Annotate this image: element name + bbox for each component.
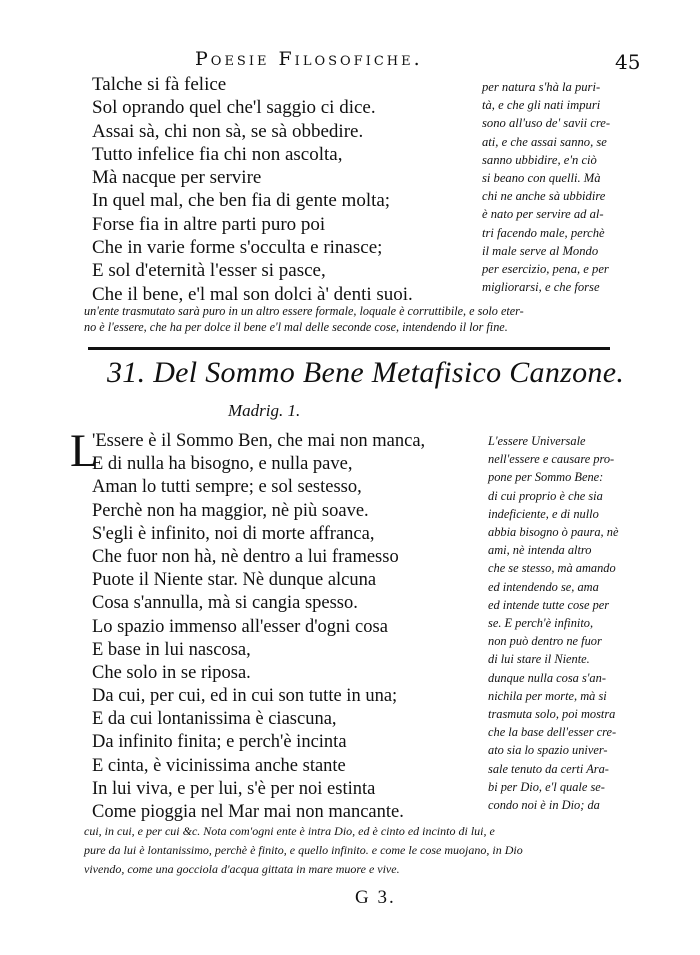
gloss-line: tà, e che gli nati impuri: [482, 98, 601, 113]
gloss-line: di lui stare il Niente.: [488, 652, 590, 667]
gloss-line: sanno ubbidire, e'n ciò: [482, 152, 597, 167]
verse-line: Che solo in se riposa.: [92, 662, 251, 683]
gloss-line: sale tenuto da certi Ara-: [488, 761, 609, 776]
gloss-line: che la base dell'esser cre-: [488, 725, 617, 740]
gloss-line: il male serve al Mondo: [482, 243, 599, 258]
poem-main: [92, 430, 425, 824]
verse-line: Sol oprando quel che'l saggio ci dice.: [92, 97, 376, 119]
gloss-line: ami, nè intenda altro: [488, 543, 592, 558]
gloss-line: è nato per servire ad al-: [482, 207, 604, 222]
gloss-line: di cui proprio è che sia: [488, 488, 603, 503]
gloss-line: che se stesso, mà amando: [488, 561, 616, 576]
verse-line: Puote il Niente star. Nè dunque alcuna: [92, 570, 377, 591]
gloss-line: sono all'uso de' savii cre-: [482, 116, 611, 131]
footnote-line: un'ente trasmutato sarà puro in un altro essere formale, loquale è corruttibile, e solo eter-: [84, 304, 524, 318]
signature-mark: G 3.: [355, 887, 396, 908]
footnote-main: [84, 822, 523, 879]
verse-line: Come pioggia nel Mar mai non mancante.: [92, 802, 404, 822]
footnote-line: no è l'essere, che ha per dolce il bene e'l mal delle seconde cose, intendendo il lor fine.: [84, 320, 508, 335]
section-divider: [88, 347, 610, 350]
verse-line: In lui viva, e per lui, s'è per noi estinta: [92, 778, 376, 799]
verse-line: Da cui, per cui, ed in cui son tutte in una;: [92, 686, 398, 707]
gloss-line: dunque nulla cosa s'an-: [488, 670, 606, 685]
verse-line: Forse fia in altre parti puro poi: [92, 213, 326, 235]
footnote-top: [84, 303, 524, 336]
poem-top: [92, 73, 413, 306]
gloss-line: condo noi è in Dio; da: [488, 798, 600, 813]
running-head: Poesie Filosofiche.: [195, 48, 423, 70]
gloss-line: si beano con quelli. Mà: [482, 171, 601, 186]
gloss-line: ato sia lo spazio univer-: [488, 743, 608, 758]
footnote-line: cui, in cui, e per cui &c. Nota com'ogni ente è intra Dio, ed è cinto ed incinto di lui, e: [84, 824, 495, 838]
gloss-line: ed intende tutte cose per: [488, 597, 610, 612]
verse-line: Tutto infelice fia chi non ascolta,: [92, 143, 343, 165]
gloss-line: trasmuta solo, poi mostra: [488, 707, 616, 722]
footnote-line: pure da lui è lontanissimo, perchè è finito, e quello infinito. e come le cose muojano, in Dio: [84, 843, 523, 857]
section-title: 31. Del Sommo Bene Metafisico Canzone.: [107, 356, 625, 389]
gloss-line: nichila per morte, mà si: [488, 688, 607, 703]
verse-line: E da cui lontanissima è ciascuna,: [92, 709, 337, 730]
verse-line: Aman lo tutti sempre; e sol sestesso,: [92, 477, 362, 498]
verse-line: Perchè non ha maggior, nè più soave.: [92, 500, 369, 521]
gloss-line: abbia bisogno ò paura, nè: [488, 525, 619, 540]
verse-line: E cinta, è vicinissima anche stante: [92, 755, 346, 776]
gloss-line: nell'essere e causare pro-: [488, 452, 615, 467]
gloss-line: per esercizio, pena, e per: [482, 262, 609, 277]
gloss-line: chi ne anche sà ubbidire: [482, 189, 606, 204]
verse-line: Mà nacque per servire: [92, 167, 262, 189]
verse-line: 'Essere è il Sommo Ben, che mai non manca,: [92, 431, 426, 451]
gloss-line: tri facendo male, perchè: [482, 225, 605, 240]
margin-gloss-main: [488, 432, 618, 814]
verse-line: Assai sà, chi non sà, se sà obbedire.: [92, 120, 364, 142]
gloss-line: se. E perch'è infinito,: [488, 616, 594, 631]
gloss-line: ati, e che assai sanno, se: [482, 134, 607, 149]
gloss-line: non può dentro ne fuor: [488, 634, 602, 649]
verse-line: Che fuor non hà, nè dentro a lui framesso: [92, 546, 399, 567]
page-number: 45: [615, 50, 641, 74]
gloss-line: pone per Sommo Bene:: [488, 470, 604, 485]
gloss-line: ed intendendo se, ama: [488, 579, 599, 594]
verse-line: Talche si fà felice: [92, 74, 227, 95]
verse-line: E sol d'eternità l'esser si pasce,: [92, 260, 326, 282]
verse-line: Da infinito finita; e perch'è incinta: [92, 732, 347, 753]
verse-line: E base in lui nascosa,: [92, 639, 251, 660]
drop-cap: L: [70, 425, 99, 477]
verse-line: In quel mal, che ben fia di gente molta;: [92, 190, 391, 212]
footnote-line: vivendo, come una gocciola d'acqua gittata in mare muore e vive.: [84, 862, 400, 876]
verse-line: Cosa s'annulla, mà si cangia spesso.: [92, 593, 358, 614]
verse-line: S'egli è infinito, noi di morte affranca,: [92, 523, 375, 544]
gloss-line: bi per Dio, e'l quale se-: [488, 779, 605, 794]
verse-line: Che in varie forme s'occulta e rinasce;: [92, 237, 383, 259]
gloss-line: migliorarsi, e che forse: [482, 280, 600, 295]
verse-line: Lo spazio immenso all'esser d'ogni cosa: [92, 616, 388, 637]
verse-line: E di nulla ha bisogno, e nulla pave,: [92, 454, 353, 475]
margin-gloss-top: [482, 78, 610, 296]
gloss-line: per natura s'hà la puri-: [482, 80, 601, 94]
gloss-line: L'essere Universale: [488, 434, 586, 448]
verse-line: Che il bene, e'l mal son dolci à' denti suoi.: [92, 283, 413, 305]
gloss-line: indeficiente, e di nullo: [488, 506, 599, 521]
section-subtitle: Madrig. 1.: [228, 401, 301, 420]
